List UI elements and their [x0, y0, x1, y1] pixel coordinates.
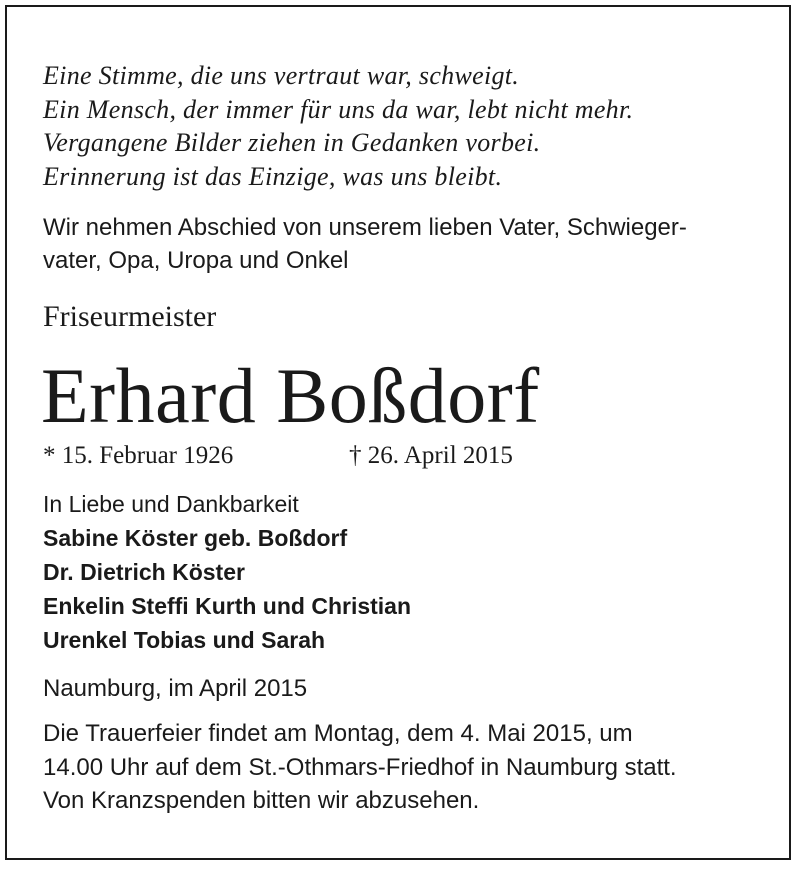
memorial-poem	[43, 59, 633, 193]
mourner-name: Dr. Dietrich Köster	[43, 559, 245, 585]
mourner-name: Enkelin Steffi Kurth und Christian	[43, 593, 412, 619]
obituary-notice	[5, 5, 791, 860]
funeral-line: 14.00 Uhr auf dem St.-Othmars-Friedhof in Naumburg statt.	[43, 753, 677, 781]
farewell-intro	[43, 211, 773, 277]
intro-line: vater, Opa, Uropa und Onkel	[43, 247, 349, 274]
intro-line: Wir nehmen Abschied von unserem lieben Vater, Schwieger-	[43, 214, 687, 241]
funeral-details	[43, 717, 773, 818]
funeral-line: Von Kranzspenden bitten wir abzusehen.	[43, 787, 480, 814]
place-and-date: Naumburg, im April 2015	[43, 675, 308, 702]
poem-line: Erinnerung ist das Einzige, was uns bleibt.	[43, 161, 503, 191]
funeral-line: Die Trauerfeier findet am Montag, dem 4. Mai 2015, um	[43, 720, 633, 747]
deceased-name: Erhard Boßdorf	[41, 352, 540, 439]
mourner-name: Sabine Köster geb. Boßdorf	[43, 525, 348, 551]
mourners-heading: In Liebe und Dankbarkeit	[43, 491, 299, 517]
birth-date: * 15. Februar 1926	[43, 442, 234, 469]
poem-line: Eine Stimme, die uns vertraut war, schweigt.	[43, 61, 520, 90]
poem-line: Vergangene Bilder ziehen in Gedanken vorbei.	[43, 128, 541, 157]
poem-line: Ein Mensch, der immer für uns da war, lebt nicht mehr.	[43, 94, 634, 124]
deceased-occupation: Friseurmeister	[43, 300, 217, 333]
mourners-list	[43, 487, 411, 657]
mourner-name: Urenkel Tobias und Sarah	[43, 627, 326, 653]
death-date: † 26. April 2015	[349, 442, 513, 469]
